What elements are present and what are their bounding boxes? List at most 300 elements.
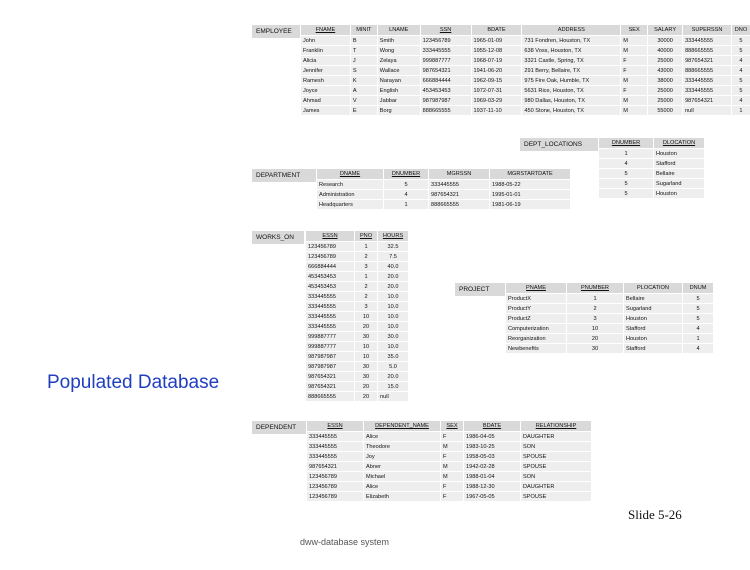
table-cell: Bellaire xyxy=(654,169,705,179)
table-cell: 20.0 xyxy=(378,372,409,382)
table-cell: F xyxy=(621,86,648,96)
table-cell: S xyxy=(350,66,377,76)
table-cell: Computerization xyxy=(506,324,567,334)
table-cell: F xyxy=(441,432,464,442)
table-row xyxy=(306,302,409,312)
table-cell: 5 xyxy=(599,189,654,199)
table-cell: 35.0 xyxy=(378,352,409,362)
table-cell: Joy xyxy=(364,452,441,462)
table-cell: 5 xyxy=(731,36,750,46)
table-cell: 20 xyxy=(355,322,378,332)
table-row xyxy=(301,86,750,96)
table-cell: 4 xyxy=(731,66,750,76)
table-cell: 20 xyxy=(567,334,624,344)
table-row xyxy=(307,432,592,442)
table-cell: 1 xyxy=(683,334,714,344)
table-cell: 888665555 xyxy=(306,392,355,402)
table-cell: 123456789 xyxy=(420,36,471,46)
table-cell: 333445555 xyxy=(683,86,732,96)
table-cell: 5 xyxy=(683,304,714,314)
table-row xyxy=(506,324,714,334)
table-cell: Research xyxy=(317,180,384,190)
table-cell: A xyxy=(350,86,377,96)
column-header: SSN xyxy=(420,25,471,36)
table-cell: 453453453 xyxy=(420,86,471,96)
table-cell: 987654321 xyxy=(307,462,364,472)
table-cell: DAUGHTER xyxy=(521,482,592,492)
table-cell: 1968-07-19 xyxy=(471,56,522,66)
table-cell: Stafford xyxy=(654,159,705,169)
table-row xyxy=(317,190,571,200)
table-cell: Ahmad xyxy=(301,96,351,106)
slide-number: Slide 5-26 xyxy=(628,507,682,522)
table-row xyxy=(307,492,592,502)
table-row xyxy=(307,462,592,472)
table-cell: 666884444 xyxy=(420,76,471,86)
table-row xyxy=(307,482,592,492)
table-cell: M xyxy=(441,442,464,452)
table-cell: 40.0 xyxy=(378,262,409,272)
table-cell: 32.5 xyxy=(378,242,409,252)
table-cell: 4 xyxy=(683,344,714,354)
table-cell: 4 xyxy=(599,159,654,169)
table-cell: 25000 xyxy=(648,96,683,106)
table-cell: 666884444 xyxy=(306,262,355,272)
table-cell: 10.0 xyxy=(378,322,409,332)
table-cell: ProductX xyxy=(506,294,567,304)
column-header: DNUMBER xyxy=(599,138,654,149)
table-cell: 453453453 xyxy=(306,282,355,292)
table-cell: 1 xyxy=(355,242,378,252)
table-cell: 1965-01-09 xyxy=(471,36,522,46)
table-cell: 5 xyxy=(683,294,714,304)
table-cell: 333445555 xyxy=(306,322,355,332)
table-cell: DAUGHTER xyxy=(521,432,592,442)
table-cell: K xyxy=(350,76,377,86)
table-cell: 3321 Castle, Spring, TX xyxy=(522,56,621,66)
table-cell: Alice xyxy=(364,432,441,442)
table-row xyxy=(317,200,571,210)
table-cell: 1937-11-10 xyxy=(471,106,522,116)
header-row xyxy=(307,421,592,432)
table-cell: 1981-06-19 xyxy=(490,200,571,210)
dependent-table xyxy=(306,421,591,501)
table-cell: 55000 xyxy=(648,106,683,116)
table-cell: B xyxy=(350,36,377,46)
column-header: DEPENDENT_NAME xyxy=(364,421,441,432)
table-cell: 1988-05-22 xyxy=(490,180,571,190)
table-cell: 25000 xyxy=(648,86,683,96)
table-cell: 25000 xyxy=(648,56,683,66)
table-cell: Franklin xyxy=(301,46,351,56)
employee-table xyxy=(300,25,750,115)
header-row xyxy=(301,25,750,36)
table-cell: F xyxy=(441,492,464,502)
table-cell: Alicia xyxy=(301,56,351,66)
table-cell: 453453453 xyxy=(306,272,355,282)
column-header: FNAME xyxy=(301,25,351,36)
table-cell: Theodore xyxy=(364,442,441,452)
table-row xyxy=(306,382,409,392)
table-cell: 987654321 xyxy=(306,382,355,392)
table-cell: 888665555 xyxy=(429,200,490,210)
table-row xyxy=(306,332,409,342)
table-cell: 4 xyxy=(731,96,750,106)
table-row xyxy=(306,342,409,352)
table-cell: 20.0 xyxy=(378,272,409,282)
table-cell: SON xyxy=(521,442,592,452)
table-cell: 1 xyxy=(384,200,429,210)
table-cell: Zelaya xyxy=(377,56,420,66)
project-table xyxy=(505,283,713,353)
table-cell: 10.0 xyxy=(378,312,409,322)
table-cell: 1969-03-29 xyxy=(471,96,522,106)
table-cell: 5 xyxy=(731,86,750,96)
table-cell: 10 xyxy=(355,342,378,352)
table-cell: Reorganization xyxy=(506,334,567,344)
table-cell: 888665555 xyxy=(683,46,732,56)
table-row xyxy=(599,159,705,169)
table-cell: 40000 xyxy=(648,46,683,56)
table-cell: null xyxy=(683,106,732,116)
column-header: BDATE xyxy=(471,25,522,36)
column-header: PLOCATION xyxy=(624,283,683,294)
table-row xyxy=(301,96,750,106)
column-header: HOURS xyxy=(378,231,409,242)
table-cell: Sugarland xyxy=(624,304,683,314)
column-header: ESSN xyxy=(306,231,355,242)
column-header: ADDRESS xyxy=(522,25,621,36)
table-cell: 3 xyxy=(567,314,624,324)
table-cell: 1983-10-25 xyxy=(464,442,521,452)
table-cell: 3 xyxy=(355,262,378,272)
column-header: DNAME xyxy=(317,169,384,180)
column-header: PNAME xyxy=(506,283,567,294)
table-cell: Administration xyxy=(317,190,384,200)
table-row xyxy=(306,392,409,402)
table-cell: 30 xyxy=(567,344,624,354)
table-cell: James xyxy=(301,106,351,116)
table-cell: Headquarters xyxy=(317,200,384,210)
table-cell: 1988-01-04 xyxy=(464,472,521,482)
table-row xyxy=(307,452,592,462)
table-cell: Borg xyxy=(377,106,420,116)
column-header: LNAME xyxy=(377,25,420,36)
table-cell: 38000 xyxy=(648,76,683,86)
table-row xyxy=(301,46,750,56)
table-cell: ProductY xyxy=(506,304,567,314)
works-on-relation-label: WORKS_ON xyxy=(252,231,304,244)
table-cell: SPOUSE xyxy=(521,462,592,472)
works-on-table xyxy=(305,231,408,401)
dept-locations-relation-label: DEPT_LOCATIONS xyxy=(520,138,598,151)
table-cell: Bellaire xyxy=(624,294,683,304)
table-cell: SPOUSE xyxy=(521,452,592,462)
column-header: DNO xyxy=(731,25,750,36)
table-cell: 5631 Rice, Houston, TX xyxy=(522,86,621,96)
department-relation-label: DEPARTMENT xyxy=(252,169,318,182)
table-row xyxy=(301,66,750,76)
table-cell: Jennifer xyxy=(301,66,351,76)
column-header: RELATIONSHIP xyxy=(521,421,592,432)
table-cell: 20.0 xyxy=(378,282,409,292)
table-cell: 333445555 xyxy=(429,180,490,190)
table-cell: Wallace xyxy=(377,66,420,76)
employee-relation-label: EMPLOYEE xyxy=(252,25,304,38)
table-cell: 1967-05-05 xyxy=(464,492,521,502)
table-cell: 333445555 xyxy=(420,46,471,56)
table-cell: 999887777 xyxy=(306,342,355,352)
table-cell: 1995-01-01 xyxy=(490,190,571,200)
table-cell: 888665555 xyxy=(683,66,732,76)
table-cell: 43000 xyxy=(648,66,683,76)
column-header: SEX xyxy=(621,25,648,36)
table-row xyxy=(306,292,409,302)
table-cell: 2 xyxy=(355,292,378,302)
column-header: BDATE xyxy=(464,421,521,432)
table-cell: V xyxy=(350,96,377,106)
table-cell: F xyxy=(621,56,648,66)
table-cell: 638 Voss, Houston, TX xyxy=(522,46,621,56)
table-cell: 999887777 xyxy=(420,56,471,66)
table-cell: Michael xyxy=(364,472,441,482)
table-row xyxy=(599,169,705,179)
table-cell: 10 xyxy=(355,312,378,322)
table-row xyxy=(306,262,409,272)
table-cell: Narayan xyxy=(377,76,420,86)
table-cell: 123456789 xyxy=(307,482,364,492)
table-cell: 987654321 xyxy=(683,56,732,66)
table-cell: 123456789 xyxy=(306,252,355,262)
header-row xyxy=(599,138,705,149)
column-header: DNUM xyxy=(683,283,714,294)
table-cell: 987654321 xyxy=(306,372,355,382)
table-cell: 4 xyxy=(384,190,429,200)
table-cell: 888665555 xyxy=(420,106,471,116)
table-cell: 333445555 xyxy=(683,76,732,86)
table-cell: 10 xyxy=(567,324,624,334)
table-cell: M xyxy=(621,46,648,56)
table-cell: Ramesh xyxy=(301,76,351,86)
dependent-relation-label: DEPENDENT xyxy=(252,421,308,434)
table-row xyxy=(599,149,705,159)
table-cell: 987987987 xyxy=(306,352,355,362)
department-table xyxy=(316,169,570,209)
table-cell: 5 xyxy=(731,46,750,56)
table-cell: 1962-09-15 xyxy=(471,76,522,86)
table-cell: 333445555 xyxy=(306,312,355,322)
project-relation-label: PROJECT xyxy=(455,283,505,296)
table-cell: 10.0 xyxy=(378,302,409,312)
header-row xyxy=(317,169,571,180)
table-cell: 4 xyxy=(731,56,750,66)
table-cell: Houston xyxy=(624,314,683,324)
table-cell: Newbenefits xyxy=(506,344,567,354)
table-cell: 5 xyxy=(683,314,714,324)
table-cell: 123456789 xyxy=(306,242,355,252)
column-header: MINIT xyxy=(350,25,377,36)
table-cell: 333445555 xyxy=(683,36,732,46)
column-header: PNO xyxy=(355,231,378,242)
table-cell: F xyxy=(441,482,464,492)
table-cell: E xyxy=(350,106,377,116)
table-cell: T xyxy=(350,46,377,56)
table-cell: 5 xyxy=(731,76,750,86)
header-row xyxy=(306,231,409,242)
table-row xyxy=(506,344,714,354)
table-cell: 1958-05-03 xyxy=(464,452,521,462)
table-cell: 2 xyxy=(567,304,624,314)
table-cell: 3 xyxy=(355,302,378,312)
table-cell: Wong xyxy=(377,46,420,56)
table-cell: F xyxy=(621,66,648,76)
table-cell: 291 Berry, Bellaire, TX xyxy=(522,66,621,76)
table-cell: 10 xyxy=(355,352,378,362)
table-cell: John xyxy=(301,36,351,46)
table-cell: J xyxy=(350,56,377,66)
column-header: MGRSTARTDATE xyxy=(490,169,571,180)
table-cell: English xyxy=(377,86,420,96)
table-cell: Abner xyxy=(364,462,441,472)
table-row xyxy=(506,314,714,324)
table-cell: 2 xyxy=(355,252,378,262)
table-cell: Houston xyxy=(654,149,705,159)
table-cell: 980 Dallas, Houston, TX xyxy=(522,96,621,106)
table-cell: Joyce xyxy=(301,86,351,96)
table-cell: 1941-06-20 xyxy=(471,66,522,76)
table-cell: 30 xyxy=(355,362,378,372)
table-cell: 7.5 xyxy=(378,252,409,262)
table-row xyxy=(306,312,409,322)
table-cell: 333445555 xyxy=(307,452,364,462)
table-cell: 1 xyxy=(731,106,750,116)
column-header: SEX xyxy=(441,421,464,432)
table-cell: 999887777 xyxy=(306,332,355,342)
table-cell: 1 xyxy=(567,294,624,304)
table-cell: 15.0 xyxy=(378,382,409,392)
table-row xyxy=(506,334,714,344)
table-cell: M xyxy=(441,462,464,472)
column-header: DNUMBER xyxy=(384,169,429,180)
table-row xyxy=(307,472,592,482)
table-cell: 1955-12-08 xyxy=(471,46,522,56)
table-cell: 2 xyxy=(355,282,378,292)
table-cell: 5.0 xyxy=(378,362,409,372)
table-cell: Stafford xyxy=(624,344,683,354)
column-header: SUPERSSN xyxy=(683,25,732,36)
column-header: PNUMBER xyxy=(567,283,624,294)
table-cell: 987987987 xyxy=(306,362,355,372)
table-cell: SON xyxy=(521,472,592,482)
column-header: MGRSSN xyxy=(429,169,490,180)
table-cell: 4 xyxy=(683,324,714,334)
table-cell: 975 Fire Oak, Humble, TX xyxy=(522,76,621,86)
table-cell: 333445555 xyxy=(306,292,355,302)
table-cell: 731 Fondren, Houston, TX xyxy=(522,36,621,46)
table-cell: 1942-02-28 xyxy=(464,462,521,472)
table-cell: 123456789 xyxy=(307,472,364,482)
table-cell: 1986-04-05 xyxy=(464,432,521,442)
table-row xyxy=(599,189,705,199)
table-cell: 123456789 xyxy=(307,492,364,502)
table-row xyxy=(506,294,714,304)
table-row xyxy=(306,322,409,332)
column-header: ESSN xyxy=(307,421,364,432)
table-cell: Elizabeth xyxy=(364,492,441,502)
table-row xyxy=(306,242,409,252)
table-cell: 987654321 xyxy=(420,66,471,76)
table-cell: SPOUSE xyxy=(521,492,592,502)
footer-text: dww-database system xyxy=(300,537,390,547)
table-row xyxy=(599,179,705,189)
table-cell: 450 Stone, Houston, TX xyxy=(522,106,621,116)
table-cell: 30 xyxy=(355,372,378,382)
table-cell: 1972-07-31 xyxy=(471,86,522,96)
table-row xyxy=(301,76,750,86)
table-cell: 333445555 xyxy=(306,302,355,312)
table-cell: Jabbar xyxy=(377,96,420,106)
dept-locations-table xyxy=(598,138,704,198)
table-cell: M xyxy=(621,36,648,46)
table-cell: 5 xyxy=(599,169,654,179)
table-cell: Houston xyxy=(624,334,683,344)
table-row xyxy=(317,180,571,190)
table-row xyxy=(306,372,409,382)
table-cell: 20 xyxy=(355,382,378,392)
table-cell: 20 xyxy=(355,392,378,402)
table-cell: 30000 xyxy=(648,36,683,46)
table-cell: 5 xyxy=(599,179,654,189)
table-cell: M xyxy=(621,76,648,86)
table-cell: 1988-12-30 xyxy=(464,482,521,492)
table-row xyxy=(301,56,750,66)
header-row xyxy=(506,283,714,294)
table-cell: F xyxy=(441,452,464,462)
table-cell: Alice xyxy=(364,482,441,492)
table-cell: Sugarland xyxy=(654,179,705,189)
table-cell: 987987987 xyxy=(420,96,471,106)
table-row xyxy=(306,282,409,292)
table-cell: 987654321 xyxy=(683,96,732,106)
table-cell: 333445555 xyxy=(307,442,364,452)
table-row xyxy=(301,106,750,116)
table-cell: 1 xyxy=(599,149,654,159)
table-cell: 1 xyxy=(355,272,378,282)
slide-title: Populated Database xyxy=(47,372,220,393)
table-cell: M xyxy=(621,96,648,106)
table-row xyxy=(306,252,409,262)
table-row xyxy=(307,442,592,452)
table-cell: Smith xyxy=(377,36,420,46)
table-cell: 30.0 xyxy=(378,332,409,342)
table-cell: 30 xyxy=(355,332,378,342)
table-cell: 10.0 xyxy=(378,292,409,302)
table-cell: Stafford xyxy=(624,324,683,334)
table-row xyxy=(306,362,409,372)
table-cell: M xyxy=(621,106,648,116)
table-cell: 333445555 xyxy=(307,432,364,442)
table-cell: ProductZ xyxy=(506,314,567,324)
table-cell: Houston xyxy=(654,189,705,199)
table-cell: 10.0 xyxy=(378,342,409,352)
column-header: DLOCATION xyxy=(654,138,705,149)
table-cell: null xyxy=(378,392,409,402)
table-cell: 5 xyxy=(384,180,429,190)
column-header: SALARY xyxy=(648,25,683,36)
table-row xyxy=(506,304,714,314)
table-cell: M xyxy=(441,472,464,482)
table-row xyxy=(306,272,409,282)
